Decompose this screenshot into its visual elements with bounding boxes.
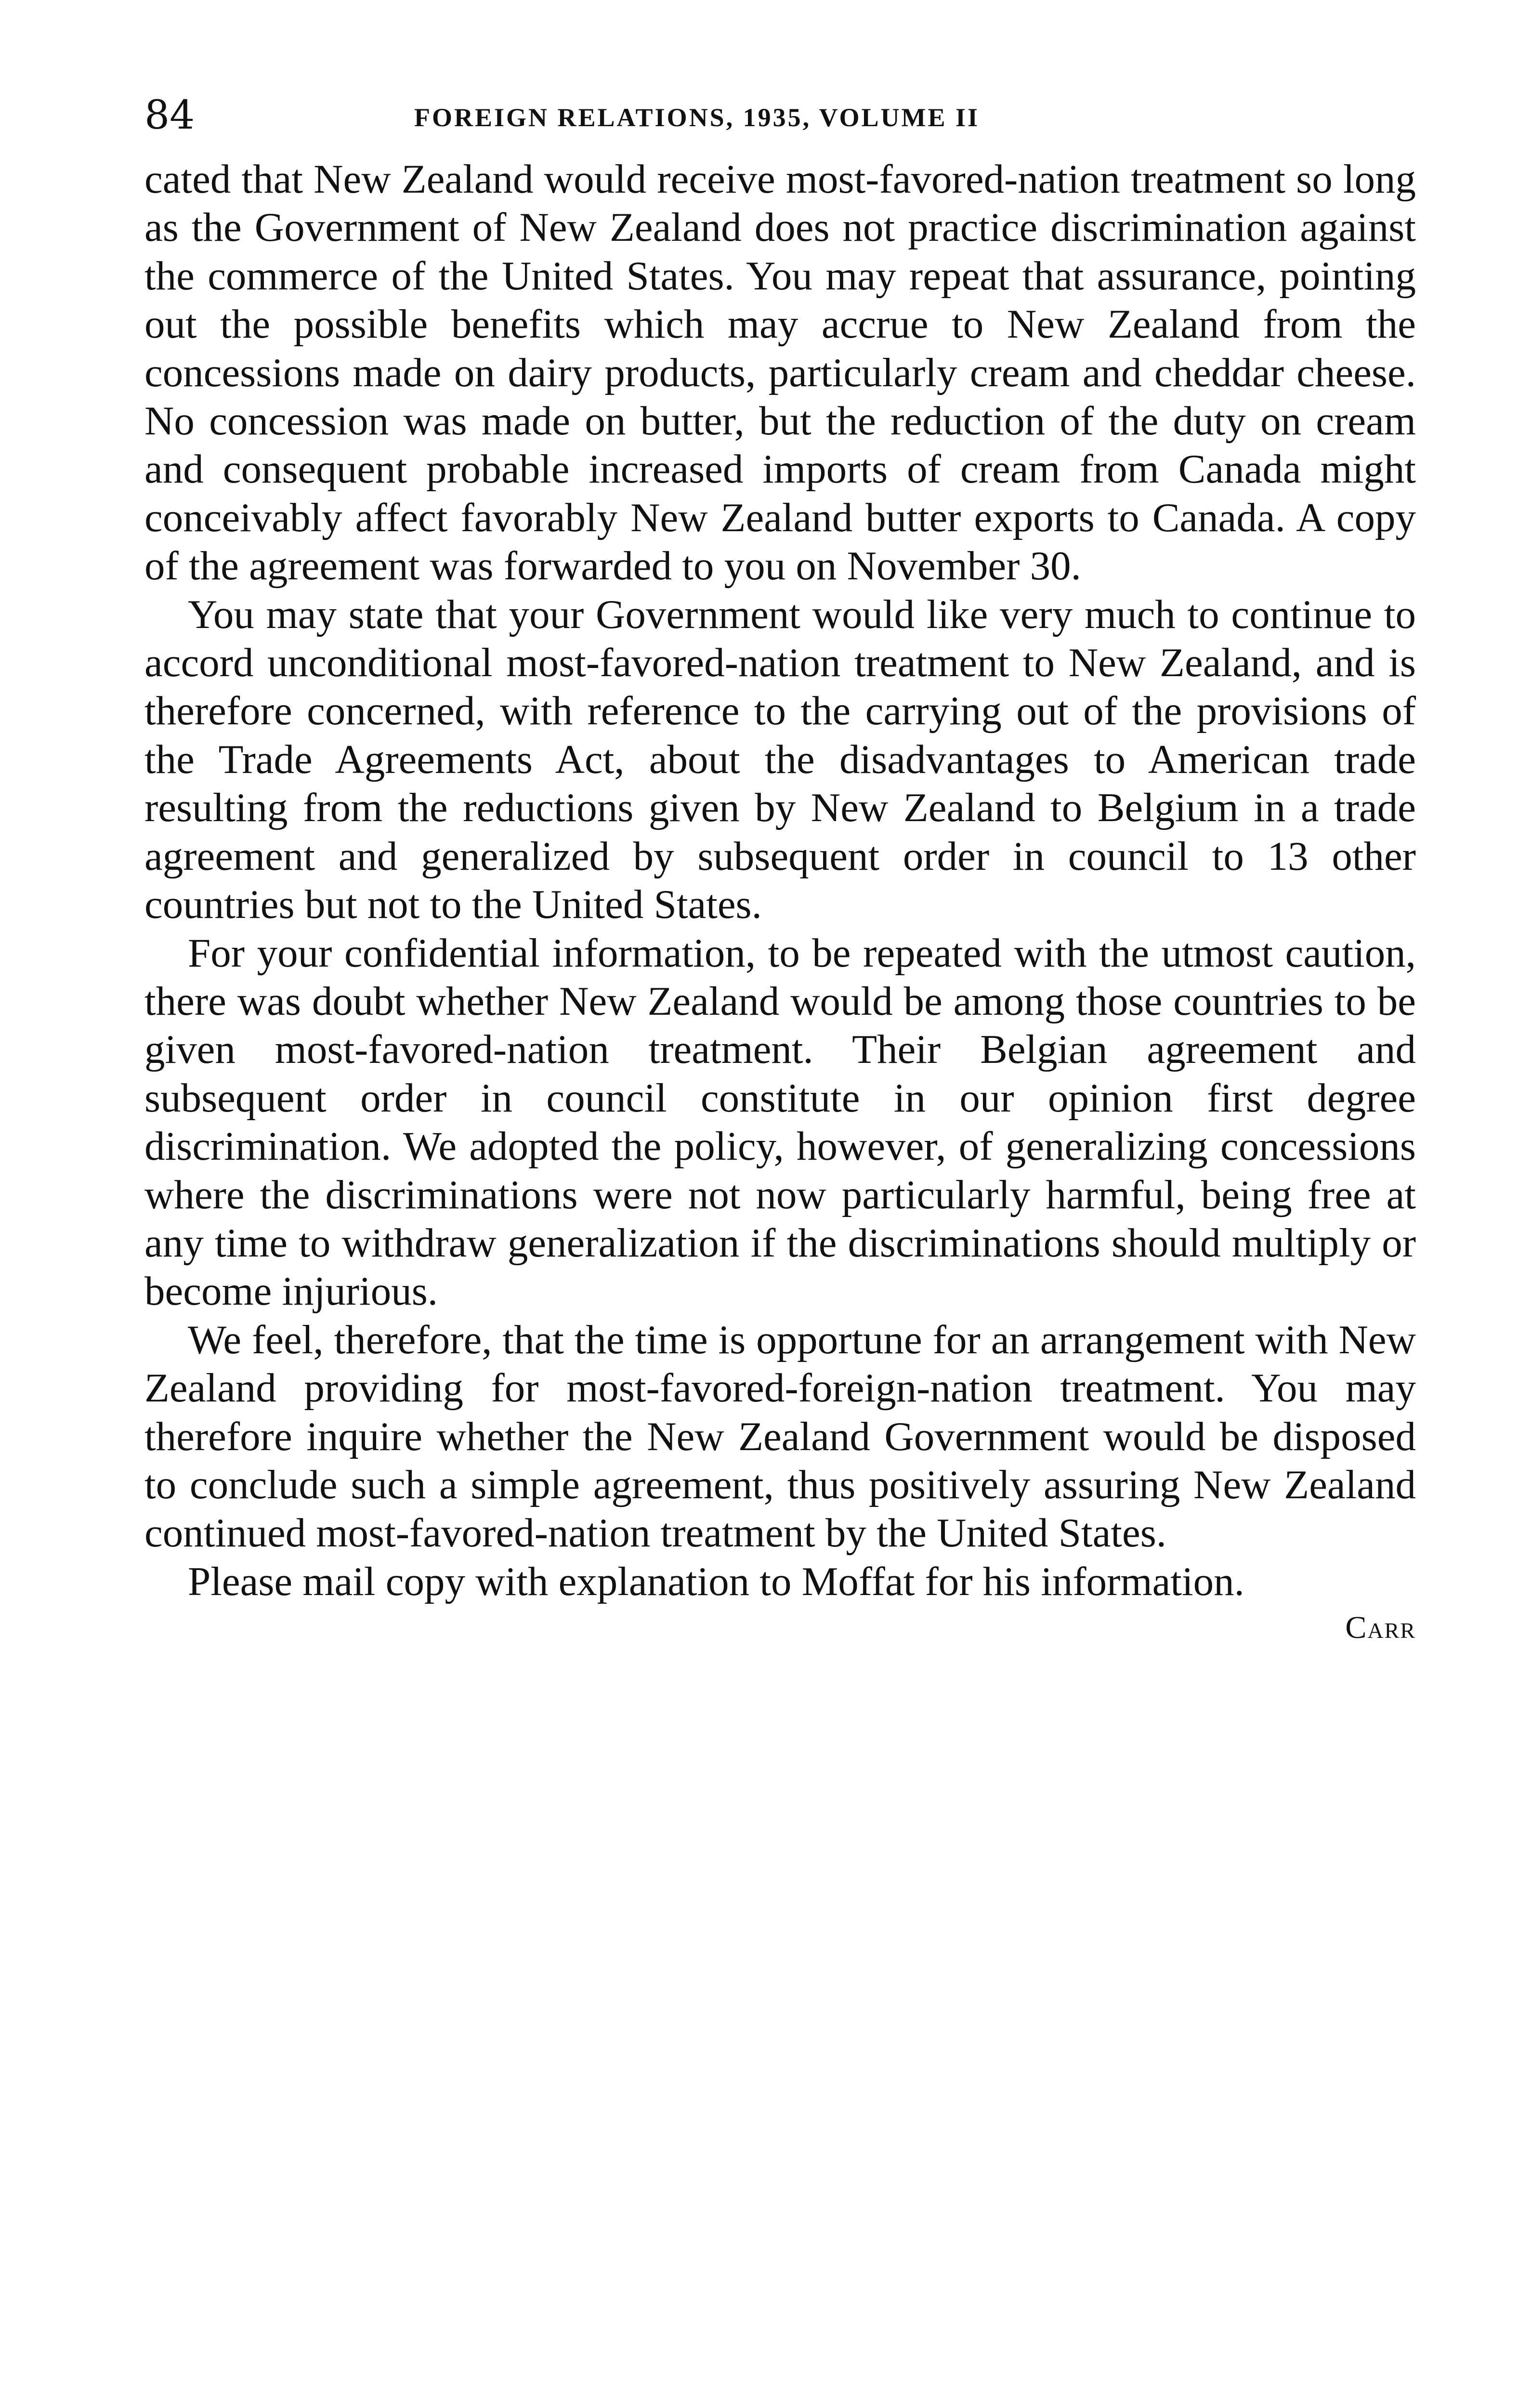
running-title: FOREIGN RELATIONS, 1935, VOLUME II	[414, 103, 980, 132]
paragraph: Please mail copy with explanation to Moffat for his information.	[188, 1558, 1244, 1604]
paragraph: For your confidential information, to be repeated with the utmost caution, there was doubt whether New Zealand would be among those countries to be given most-favored-nation treatment. Their Belgian agreement and subsequent order in council constitute in our opinion first degree discrimination. We adopted the policy, however, of generalizing concessions where the discriminations were not now particularly harmful, being free at any time to withdraw generalization if the discriminations should multiply or become injurious.	[144, 930, 1416, 1314]
page-number: 84	[144, 92, 195, 138]
running-head	[144, 92, 1416, 149]
paragraph: You may state that your Government would like very much to continue to accord unconditional most-favored-nation treatment to New Zealand, and is therefore concerned, with reference to the carrying out of the provisions of the Trade Agreements Act, about the disadvantages to American trade resulting from the reductions given by New Zealand to Belgium in a trade agreement and generalized by subsequent order in council to 13 other countries but not to the United States.	[144, 591, 1416, 928]
document-page	[144, 92, 1416, 1652]
signature: Carr	[1345, 1610, 1416, 1646]
paragraph-continuation: cated that New Zealand would receive most-favored-nation treatment so long as the Government of New Zealand does not practice discrimination against the commerce of the United States. You may repeat that assurance, pointing out the possible benefits which may accrue to New Zealand from the concessions made on dairy products, particularly cream and cheddar cheese. No concession was made on butter, but the reduction of the duty on cream and consequent probable increased imports of cream from Canada might conceivably affect favorably New Zealand butter exports to Canada. A copy of the agreement was forwarded to you on November 30.	[144, 157, 1416, 589]
body-text	[144, 155, 1416, 1606]
paragraph: We feel, therefore, that the time is opportune for an arrangement with New Zealand providing for most-favored-foreign-nation treatment. You may therefore inquire whether the New Zealand Government would be disposed to conclude such a simple agreement, thus positively assuring New Zealand continued most-favored-nation treatment by the United States.	[144, 1317, 1416, 1556]
